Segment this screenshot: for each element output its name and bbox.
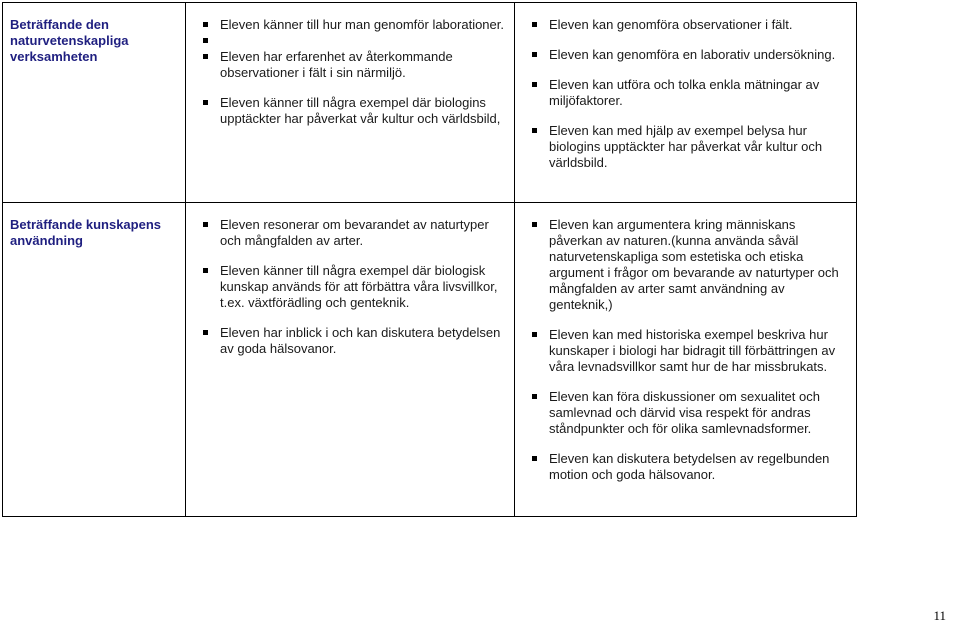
criteria-cell (186, 3, 515, 203)
bullet-icon (203, 330, 208, 335)
list-item (532, 123, 848, 171)
criteria-cell (186, 203, 515, 517)
list-item (203, 263, 506, 311)
list-item-text: Eleven kan genomföra observationer i fält. (549, 17, 793, 32)
bullet-icon (203, 54, 208, 59)
list-item-text: Eleven kan föra diskussioner om sexualitet och samlevnad och därvid visa respekt för andras ståndpunkter och för olika samlevnadsformer. (549, 389, 820, 436)
section-heading: Beträffande kunskapens användning (10, 217, 161, 248)
list-item-text: Eleven resonerar om bevarandet av naturtyper och mångfalden av arter. (220, 217, 489, 248)
list-item (203, 217, 506, 249)
criteria-list (186, 3, 514, 127)
list-item (203, 325, 506, 357)
list-item (203, 95, 506, 127)
criteria-table (2, 2, 857, 517)
section-heading-cell (3, 3, 186, 203)
list-item-text: Eleven känner till några exempel där biologins upptäckter har påverkat vår kultur och världsbild, (220, 95, 501, 126)
bullet-icon (203, 222, 208, 227)
bullet-icon (203, 38, 208, 43)
criteria-list (186, 203, 514, 357)
list-item (532, 451, 848, 483)
bullet-icon (532, 394, 537, 399)
list-item-text: Eleven känner till några exempel där biologisk kunskap används för att förbättra våra livsvillkor, t.ex. växtförädling och genteknik. (220, 263, 498, 310)
list-item (532, 47, 848, 63)
bullet-icon (203, 100, 208, 105)
bullet-icon (203, 22, 208, 27)
list-item-text: Eleven kan utföra och tolka enkla mätningar av miljöfaktorer. (549, 77, 820, 108)
criteria-cell (515, 3, 857, 203)
bullet-icon (532, 52, 537, 57)
list-item-text: Eleven kan argumentera kring människans påverkan av naturen.(kunna använda såväl naturvetenskapliga som estetiska och etiska argument i frågor om bevarande av naturtyper och mångfalden av arter samt användning av genteknik,) (549, 217, 839, 312)
list-item-text: Eleven känner till hur man genomför laborationer. (220, 17, 504, 32)
list-item-text: Eleven kan diskutera betydelsen av regelbunden motion och goda hälsovanor. (549, 451, 830, 482)
bullet-icon (532, 456, 537, 461)
list-item (532, 77, 848, 109)
criteria-cell (515, 203, 857, 517)
list-item (532, 17, 848, 33)
list-item-text: Eleven kan genomföra en laborativ undersökning. (549, 47, 836, 62)
list-item-text: Eleven har inblick i och kan diskutera betydelsen av goda hälsovanor. (220, 325, 501, 356)
table-row (3, 3, 857, 203)
list-item-text: Eleven har erfarenhet av återkommande observationer i fält i sin närmiljö. (220, 49, 453, 80)
list-item (203, 33, 506, 49)
bullet-icon (532, 332, 537, 337)
section-heading-cell (3, 203, 186, 517)
list-item (203, 49, 506, 81)
list-item (532, 327, 848, 375)
bullet-icon (532, 128, 537, 133)
list-item-text: Eleven kan med hjälp av exempel belysa hur biologins upptäckter har påverkat vår kultur och världsbild. (549, 123, 823, 170)
bullet-icon (532, 22, 537, 27)
bullet-icon (532, 222, 537, 227)
list-item (532, 389, 848, 437)
section-heading: Beträffande den naturvetenskapliga verksamheten (10, 17, 129, 64)
table-row (3, 203, 857, 517)
list-item (203, 17, 506, 33)
page-number: 11 (933, 608, 946, 623)
bullet-icon (203, 268, 208, 273)
bullet-icon (532, 82, 537, 87)
criteria-list (515, 3, 856, 171)
criteria-list (515, 203, 856, 483)
list-item-text: Eleven kan med historiska exempel beskriva hur kunskaper i biologi har bidragit till förbättringen av våra levnadsvillkor samt hur de har missbrukats. (549, 327, 836, 374)
list-item (532, 217, 848, 313)
